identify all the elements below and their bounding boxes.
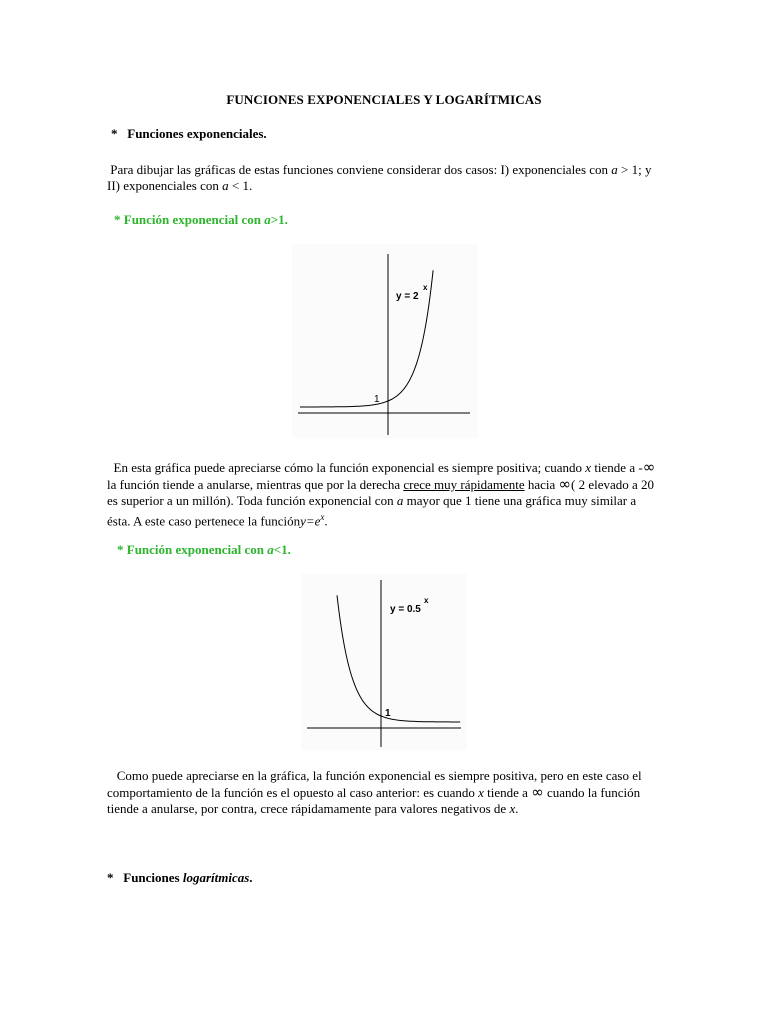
var-a: a xyxy=(222,178,229,193)
text-run: hacia xyxy=(524,477,559,492)
paragraph-a-greater-1 xyxy=(107,459,662,529)
function-exponent: x xyxy=(320,512,325,522)
text-run: Como puede apreciarse en la gráfica, la función exponencial es siempre positiva, pero en este caso el comportamiento de la función es el opuesto al caso anterior: es cuando xyxy=(107,768,642,800)
graph-exponential-a-greater-1 xyxy=(292,244,478,438)
var-a: a xyxy=(396,493,404,508)
section-heading-logarithmic xyxy=(107,871,253,885)
bullet: * xyxy=(107,870,114,885)
var-x: x xyxy=(478,785,484,800)
var-a: a xyxy=(267,542,274,557)
text-run: ( 2 elevado a 20 es superior a un millón). Toda función exponencial con xyxy=(107,477,655,508)
graph-label-exponent: x xyxy=(423,283,428,292)
text-run: la función tiende a anularse, mientras que por la derecha xyxy=(107,477,404,492)
intercept-label: 1 xyxy=(374,394,380,405)
graph-background xyxy=(292,244,478,438)
infinity-symbol: ∞ xyxy=(642,458,656,476)
section-label: Funciones exponenciales. xyxy=(127,126,267,141)
text-run: mayor que 1 tiene una gráfica muy similar a ésta. A este caso pertenece la función xyxy=(107,493,637,529)
text-run: . xyxy=(324,513,328,529)
graph-label: y = 0.5 xyxy=(390,604,421,615)
intercept-label: 1 xyxy=(385,708,391,719)
graph-label: y = 2 xyxy=(396,291,419,302)
infinity-symbol: ∞ xyxy=(531,783,544,801)
var-x: x xyxy=(509,801,516,816)
text-run: cuando la función tiende a anularse, por contra, crece rápidamamente para valores negativos de xyxy=(107,785,641,816)
graph-background xyxy=(301,574,467,750)
bullet: * xyxy=(111,126,118,141)
text-run: tiende a xyxy=(483,785,532,800)
graph-exponential-a-less-1 xyxy=(301,574,467,750)
text-run: >1. xyxy=(270,212,288,227)
function-formula: y=e xyxy=(300,513,321,529)
text-run: < 1. xyxy=(228,178,253,193)
intro-paragraph xyxy=(107,162,657,194)
paragraph-a-less-1 xyxy=(107,768,662,817)
text-run: * Función exponencial con xyxy=(114,212,265,227)
text-run: . xyxy=(515,801,519,816)
var-a: a xyxy=(611,162,618,177)
text-run: tiende a - xyxy=(591,460,643,475)
subheading-a-less-1 xyxy=(117,543,291,557)
var-a: a xyxy=(264,212,271,227)
graph-label-exponent: x xyxy=(424,596,429,605)
text-run: > 1; y II) exponenciales con xyxy=(107,162,652,193)
subheading-a-greater-1 xyxy=(114,213,288,227)
text-run: <1. xyxy=(273,542,291,557)
underlined-text: crece muy rápidamente xyxy=(403,477,525,492)
infinity-symbol: ∞ xyxy=(558,475,572,493)
var-x: x xyxy=(585,460,592,475)
text-run: * Función exponencial con xyxy=(117,542,268,557)
text-run: En esta gráfica puede apreciarse cómo la función exponencial es siempre positiva; cuando xyxy=(113,460,586,475)
section-label-italic: logarítmicas xyxy=(182,870,250,885)
section-label-end: . xyxy=(249,870,253,885)
text-run: Para dibujar las gráficas de estas funciones conviene considerar dos casos: I) exponenciales con xyxy=(110,162,612,177)
section-heading-exponential xyxy=(111,127,267,141)
page-title: FUNCIONES EXPONENCIALES Y LOGARÍTMICAS xyxy=(226,92,542,107)
section-label: Funciones xyxy=(123,870,183,885)
